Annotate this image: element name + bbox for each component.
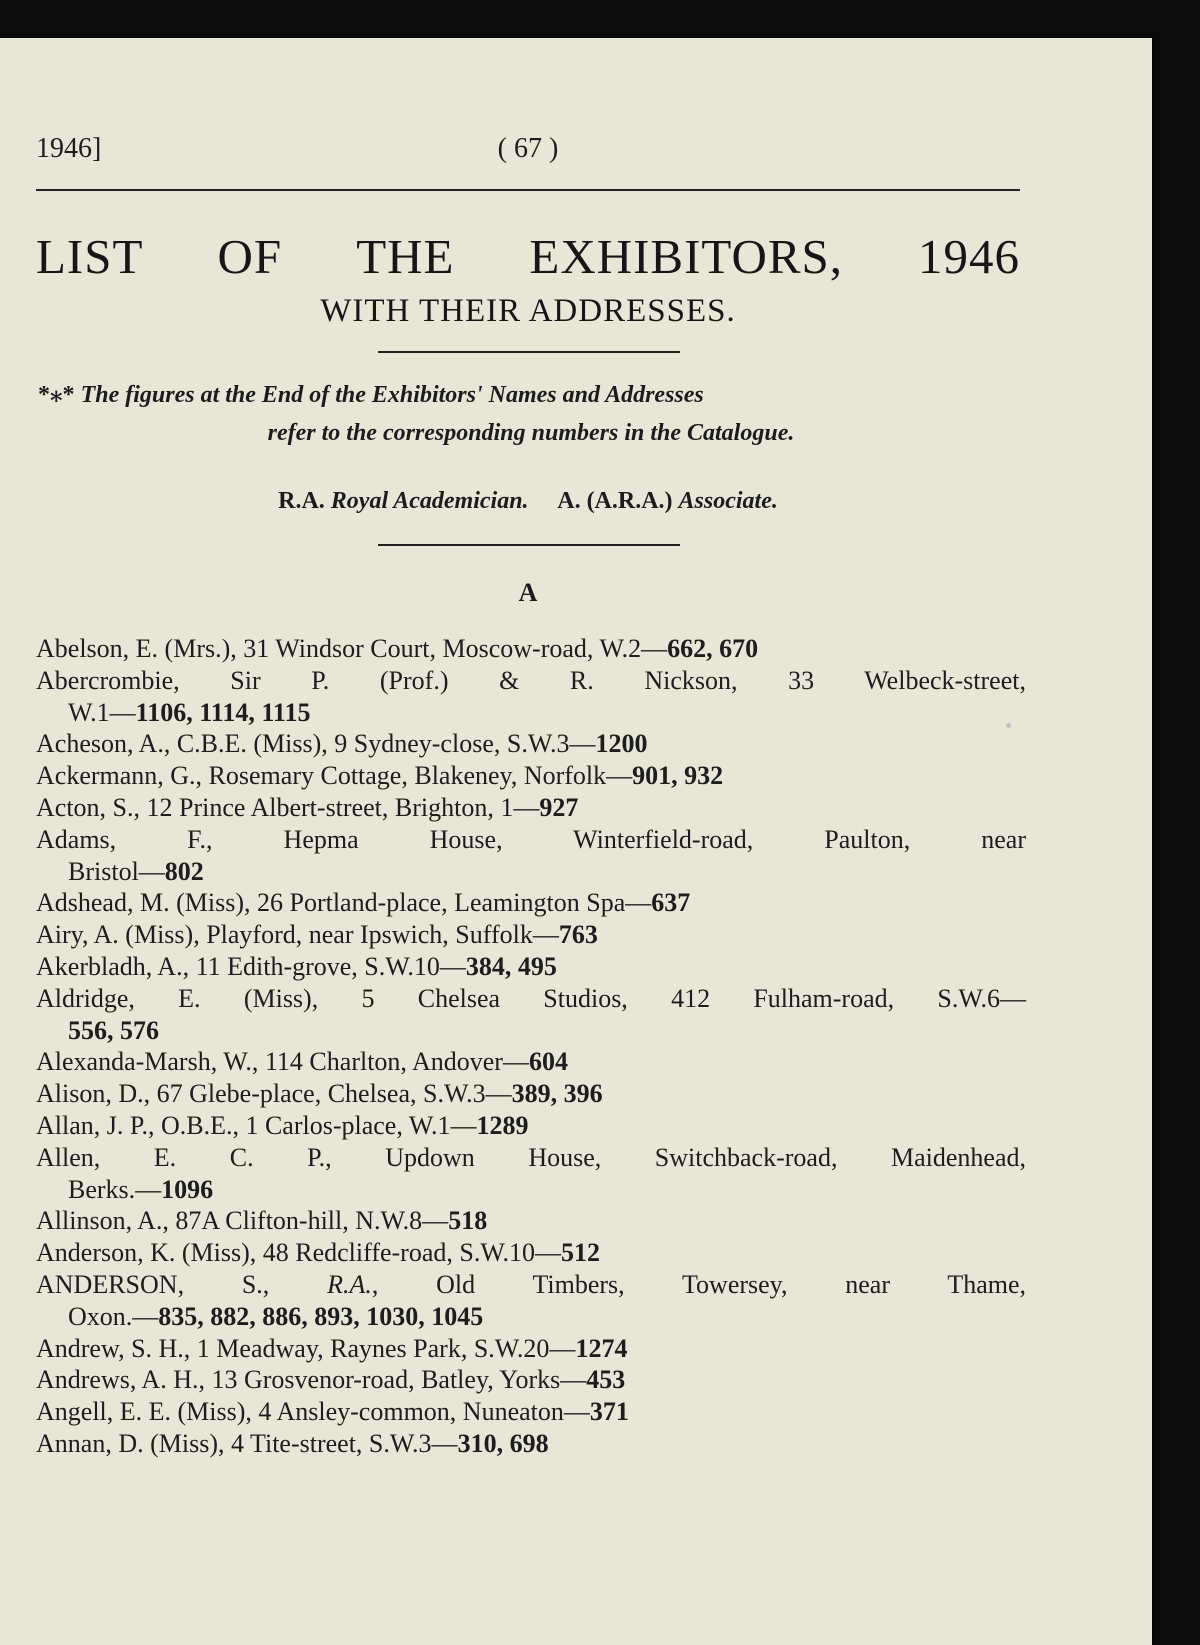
exhibitor-address: Acton, S., 12 Prince Albert-street, Brighton, 1— [36, 792, 540, 822]
entry-line [36, 1078, 1026, 1110]
catalogue-numbers: 835, 882, 886, 893, 1030, 1045 [158, 1301, 484, 1331]
entry-continuation: Berks.—1096 [68, 1174, 214, 1204]
catalogue-numbers: 310, 698 [457, 1428, 549, 1458]
catalogue-numbers: 763 [558, 920, 598, 950]
catalogue-numbers: 662, 670 [667, 634, 759, 663]
catalogue-numbers: 371 [589, 1397, 629, 1427]
entry-line [36, 887, 1026, 919]
catalogue-note [36, 376, 1026, 452]
exhibitor-address: Abercrombie, Sir P. (Prof.) & R. Nickson, 33 Welbeck-street, [36, 665, 1026, 695]
paper-speck [1006, 723, 1011, 728]
exhibitor-address: Anderson, K. (Miss), 48 Redcliffe-road, S.W.10— [36, 1238, 561, 1268]
exhibitor-entry [36, 1078, 1026, 1110]
entry-line [36, 1046, 1026, 1078]
title-rule [378, 351, 680, 353]
exhibitor-entry [36, 1237, 1026, 1269]
entry-line [36, 760, 1026, 792]
page-subtitle: WITH THEIR ADDRESSES. [320, 293, 736, 329]
exhibitor-entry [36, 951, 1026, 983]
catalogue-numbers: 556, 576 [68, 1015, 159, 1045]
exhibitor-entry [36, 792, 1026, 824]
abbreviation-key [36, 488, 1020, 515]
note-marker: *⁎* [38, 382, 75, 408]
note-rule [378, 544, 680, 546]
header-rule [36, 189, 1020, 191]
page-title: LIST OF THE EXHIBITORS, 1946 [36, 229, 1020, 284]
exhibitor-entry [36, 1364, 1026, 1396]
exhibitor-address: Ackermann, G., Rosemary Cottage, Blakeney, Norfolk— [36, 761, 633, 791]
page-number: ( 67 ) [497, 133, 559, 164]
entry-continuation: Bristol—802 [68, 856, 204, 886]
exhibitor-address: Annan, D. (Miss), 4 Tite-street, S.W.3— [36, 1428, 458, 1458]
entry-line [36, 951, 1026, 983]
section-letter: A [518, 578, 538, 607]
book-page [0, 38, 1152, 1645]
exhibitor-address: Allan, J. P., O.B.E., 1 Carlos-place, W.1— [36, 1110, 477, 1140]
exhibitor-address: Angell, E. E. (Miss), 4 Ansley-common, Nuneaton— [36, 1397, 590, 1427]
exhibitor-address: , Old Timbers, Towersey, near Thame, [371, 1269, 1027, 1299]
exhibitor-address: Allen, E. C. P., Updown House, Switchback-road, Maidenhead, [36, 1142, 1026, 1172]
exhibitor-address: Allinson, A., 87A Clifton-hill, N.W.8— [36, 1206, 449, 1236]
catalogue-numbers: 1289 [476, 1110, 529, 1140]
entry-line [36, 1333, 1026, 1365]
catalogue-numbers: 637 [651, 888, 691, 918]
a-abbreviation: A. (A.R.A.) [557, 488, 673, 514]
entry-line [36, 1364, 1026, 1396]
entry-line [36, 1269, 1026, 1301]
ra-abbreviation: R.A. [278, 488, 325, 514]
exhibitor-entry [36, 728, 1026, 760]
entry-continuation [36, 1015, 1026, 1047]
entry-line [36, 1205, 1026, 1237]
note-line-1: The figures at the End of the Exhibitors' Names and Addresses [80, 382, 704, 408]
catalogue-numbers: 604 [528, 1047, 568, 1077]
catalogue-numbers: 512 [561, 1238, 600, 1268]
catalogue-numbers: 1106, 1114, 1115 [135, 697, 311, 727]
exhibitor-address: Adams, F., Hepma House, Winterfield-road, Paulton, near [36, 824, 1026, 854]
exhibitor-address: Alison, D., 67 Glebe-place, Chelsea, S.W.3— [36, 1079, 512, 1109]
ra-meaning: Royal Academician. [330, 488, 529, 514]
exhibitor-entry [36, 1269, 1026, 1333]
entry-line [36, 1110, 1026, 1142]
entry-continuation: Oxon.—835, 882, 886, 893, 1030, 1045 [68, 1301, 484, 1331]
entry-line [36, 792, 1026, 824]
exhibitor-entry [36, 1428, 1026, 1460]
exhibitor-entry [36, 760, 1026, 792]
entry-line [36, 1396, 1026, 1428]
exhibitor-entry [36, 1205, 1026, 1237]
catalogue-numbers: 453 [586, 1365, 626, 1395]
exhibitor-address: Alexanda-Marsh, W., 114 Charlton, Andover— [36, 1047, 529, 1077]
catalogue-numbers: 1096 [161, 1174, 214, 1204]
catalogue-numbers: 927 [539, 792, 579, 822]
entry-line [36, 665, 1026, 697]
exhibitor-address: Akerbladh, A., 11 Edith-grove, S.W.10— [36, 951, 466, 981]
a-meaning: Associate. [678, 488, 778, 514]
exhibitor-entry [36, 1142, 1026, 1206]
exhibitor-entry [36, 824, 1026, 888]
catalogue-numbers: 384, 495 [465, 951, 557, 981]
catalogue-numbers: 1200 [595, 729, 648, 759]
entry-line [36, 728, 1026, 760]
entry-line [36, 824, 1026, 856]
entry-line [36, 1428, 1026, 1460]
exhibitor-entry [36, 665, 1026, 729]
catalogue-numbers: 518 [448, 1206, 488, 1236]
exhibitor-address: Adshead, M. (Miss), 26 Portland-place, Leamington Spa— [36, 888, 652, 918]
entry-line [36, 983, 1026, 1015]
entry-continuation: W.1—1106, 1114, 1115 [68, 697, 311, 727]
exhibitor-name: ANDERSON, S., [36, 1269, 328, 1299]
exhibitor-address: Aldridge, E. (Miss), 5 Chelsea Studios, 412 Fulham-road, S.W.6— [36, 983, 1026, 1013]
exhibitor-address: Andrew, S. H., 1 Meadway, Raynes Park, S.W.20— [36, 1333, 576, 1363]
entry-line [36, 1142, 1026, 1174]
entry-line [36, 1237, 1026, 1269]
exhibitor-address: Acheson, A., C.B.E. (Miss), 9 Sydney-close, S.W.3— [36, 729, 596, 759]
catalogue-numbers: 901, 932 [632, 761, 724, 791]
catalogue-numbers: 1274 [575, 1333, 628, 1363]
running-header [36, 133, 1020, 173]
exhibitor-entry [36, 919, 1026, 951]
entry-line [36, 633, 1026, 665]
exhibitor-entry [36, 983, 1026, 1047]
header-year: 1946] [36, 133, 102, 164]
exhibitor-list [36, 633, 1026, 1460]
exhibitor-address: Abelson, E. (Mrs.), 31 Windsor Court, Moscow-road, W.2— [36, 634, 668, 663]
exhibitor-entry [36, 1110, 1026, 1142]
exhibitor-entry [36, 1396, 1026, 1428]
exhibitor-entry [36, 1046, 1026, 1078]
note-line-2: refer to the corresponding numbers in the Catalogue. [267, 420, 795, 446]
entry-line [36, 919, 1026, 951]
exhibitor-address: Airy, A. (Miss), Playford, near Ipswich, Suffolk— [36, 920, 559, 950]
ra-designation: R.A. [327, 1269, 372, 1299]
exhibitor-entry [36, 1333, 1026, 1365]
catalogue-numbers: 389, 396 [511, 1079, 603, 1109]
exhibitor-address: Andrews, A. H., 13 Grosvenor-road, Batley, Yorks— [36, 1365, 587, 1395]
exhibitor-entry [36, 633, 1026, 665]
catalogue-numbers: 802 [164, 856, 204, 886]
exhibitor-entry [36, 887, 1026, 919]
